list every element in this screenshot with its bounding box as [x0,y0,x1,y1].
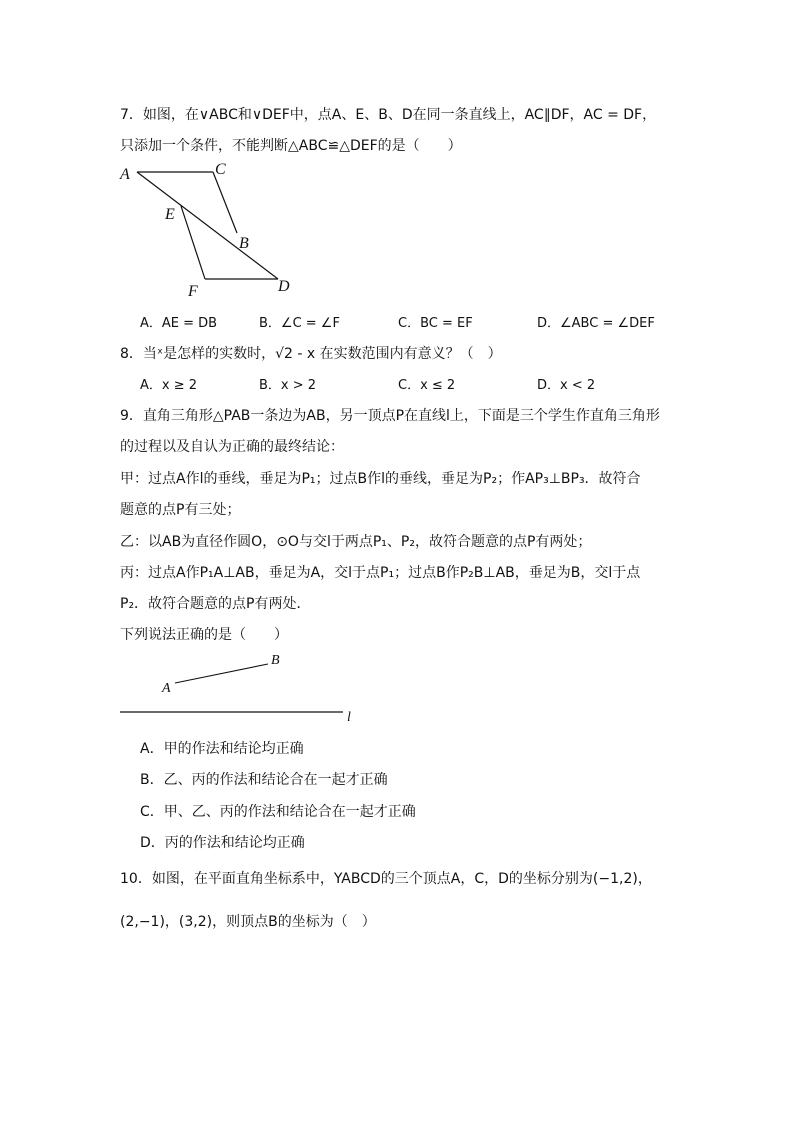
q8-option-d: D．x < 2 [537,378,596,393]
q7-option-c: C．BC = EF [398,316,473,331]
q9-line-3: 甲：过点A作l的垂线，垂足为P₁；过点B作l的垂线，垂足为P₂；作AP₃⊥BP₃．故符合 [120,471,641,487]
q7-label-a: A [120,166,130,183]
q8-line-1: 8．当ˣ是怎样的实数时，√2 - x 在实数范围内有意义？（ ） [120,346,502,362]
q9-line-8: 下列说法正确的是（ ） [120,627,288,643]
q9-option-a: A．甲的作法和结论均正确 [140,741,304,757]
q9-option-c: C．甲、乙、丙的作法和结论合在一起才正确 [140,804,416,820]
q9-label-l: l [347,710,351,725]
q7-label-b: B [239,235,249,252]
q9-label-a: A [162,681,171,696]
q7-segment-ef [181,206,205,279]
q9-segment-ab [175,664,268,683]
q7-option-b: B．∠C = ∠F [259,316,340,331]
q8-option-a: A．x ≥ 2 [140,378,198,393]
q9-option-b: B．乙、丙的作法和结论合在一起才正确 [140,772,388,788]
q7-label-c: C [215,161,226,178]
q9-line-4: 题意的点P有三处； [120,502,241,518]
q9-line-6: 丙：过点A作P₁A⊥AB，垂足为A，交l于点P₁；过点B作P₂B⊥AB，垂足为B，交l于点 [120,565,641,581]
q7-line-2: 只添加一个条件，不能判断△ABC≌△DEF的是（ ） [120,138,462,154]
q8-option-b: B．x > 2 [259,378,317,393]
q9-line-5: 乙：以AB为直径作圆O，⊙O与交l于两点P₁、P₂，故符合题意的点P有两处； [120,534,592,550]
q9-line-1: 9．直角三角形△PAB一条边为AB，另一顶点P在直线l上，下面是三个学生作直角三角形 [120,408,660,424]
q7-label-f: F [188,283,198,300]
q9-option-d: D．丙的作法和结论均正确 [140,835,305,851]
q7-label-d: D [278,278,290,295]
q9-figure [118,650,368,725]
q7-figure [110,158,310,300]
q9-line-7: P₂．故符合题意的点P有两处． [120,596,311,612]
q7-label-e: E [165,206,175,223]
q7-option-d: D．∠ABC = ∠DEF [537,316,655,331]
q8-option-c: C．x ≤ 2 [398,378,456,393]
q7-segment-cb [213,172,237,233]
q7-segment-ad [137,172,278,279]
q10-line-2: (2,−1)，(3,2)，则顶点B的坐标为（ ） [120,914,376,930]
q7-option-a: A．AE = DB [140,316,218,331]
q9-line-2: 的过程以及自认为正确的最终结论： [120,439,344,455]
q7-line-1: 7．如图，在∨ABC和∨DEF中，点A、E、B、D在同一条直线上，AC∥DF，AC = DF， [120,107,657,123]
q10-line-1: 10．如图，在平面直角坐标系中，YABCD的三个顶点A，C，D的坐标分别为(−1,2)， [120,871,652,887]
q9-label-b: B [271,653,280,668]
